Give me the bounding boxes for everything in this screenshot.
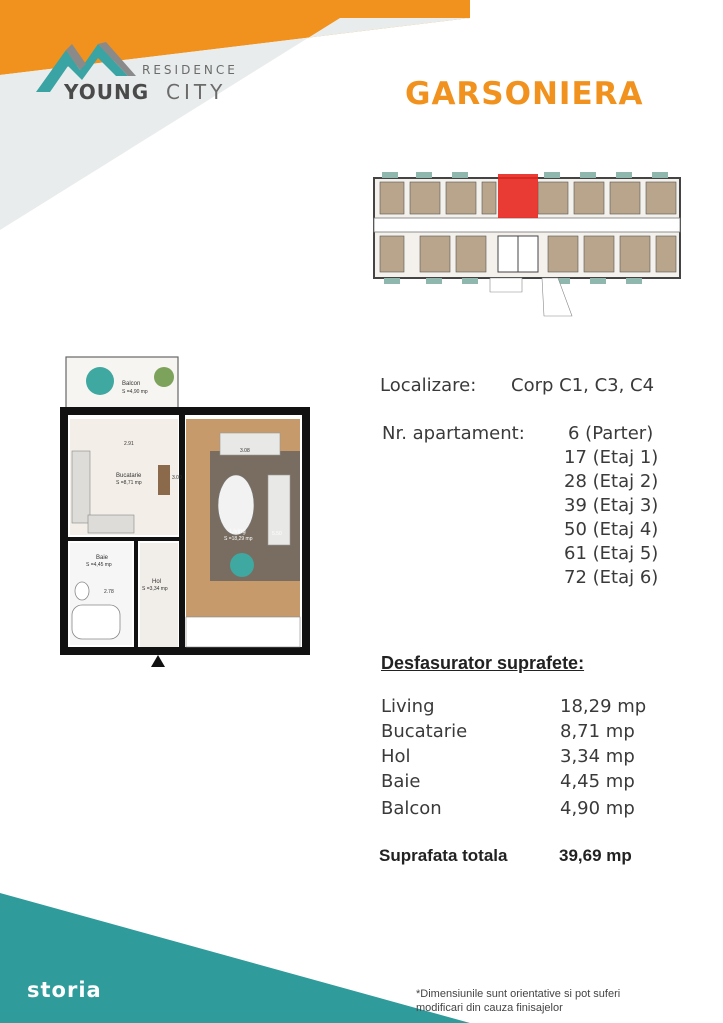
unit-item: 17 (Etaj 1) xyxy=(564,447,659,468)
bathroom-label: Baie xyxy=(96,555,109,561)
total-surface-value: 39,69 mp xyxy=(559,846,632,865)
toilet-icon xyxy=(75,582,89,600)
young-city-logo xyxy=(36,36,238,106)
hallway-label: Hol xyxy=(152,579,162,585)
surface-name-living: Living xyxy=(381,696,435,717)
balcony-label: Balcon xyxy=(122,381,141,387)
bath-depth-dim: 2.78 xyxy=(104,589,114,595)
total-surface-label: Suprafata totala xyxy=(379,846,508,865)
surface-area-hallway: 3,34 mp xyxy=(560,746,635,767)
surfaces-heading: Desfasurator suprafete: xyxy=(381,653,585,673)
living-area-label: S =18,29 mp xyxy=(224,536,253,542)
armchair-icon xyxy=(230,553,254,577)
units-list xyxy=(564,423,704,593)
unit-item: 72 (Etaj 6) xyxy=(564,567,659,588)
teal-corner-band xyxy=(0,893,470,1023)
living-label: Living xyxy=(230,529,246,535)
hallway-area xyxy=(140,543,178,647)
sofa-icon xyxy=(220,433,280,455)
kitchen-depth-dim: 3.00 xyxy=(172,475,182,481)
surface-area-balcony: 4,90 mp xyxy=(560,798,635,819)
surface-area-living: 18,29 mp xyxy=(560,696,647,717)
disclaimer-line-2: modificari din cauza finisajelor xyxy=(416,1002,563,1014)
logo-city-text: CITY xyxy=(166,80,227,104)
unit-item: 6 (Parter) xyxy=(568,423,654,444)
unit-item: 50 (Etaj 4) xyxy=(564,519,659,540)
unit-item: 61 (Etaj 5) xyxy=(564,543,659,564)
surface-area-bathroom: 4,45 mp xyxy=(560,771,635,792)
kitchen-area-label: S =8,71 mp xyxy=(116,480,142,486)
entrance-arrow-icon xyxy=(151,655,165,667)
disclaimer-text xyxy=(416,987,706,1015)
surface-area-kitchen: 8,71 mp xyxy=(560,721,635,742)
balcony-area-label: S =4,90 mp xyxy=(122,389,148,395)
page-title: GARSONIERA xyxy=(405,76,644,112)
location-value: Corp C1, C3, C4 xyxy=(511,375,655,396)
building-key-plan xyxy=(372,170,684,318)
hallway-area-label: S =3,34 mp xyxy=(142,586,168,592)
disclaimer-line-1: *Dimensiunile sunt orientative si pot suferi xyxy=(416,988,621,1000)
location-label: Localizare: xyxy=(380,375,477,396)
unit-item: 28 (Etaj 2) xyxy=(564,471,659,492)
logo-residence-text: RESIDENCE xyxy=(142,63,238,77)
surface-name-balcony: Balcon xyxy=(381,798,442,819)
balcony-table-icon xyxy=(86,367,114,395)
bathtub-icon xyxy=(72,605,120,639)
logo-young-text: YOUNG xyxy=(64,80,150,104)
bathroom-area-label: S =4,45 mp xyxy=(86,562,112,568)
kitchen-label: Bucatarie xyxy=(116,473,142,479)
living-width-dim: 3.08 xyxy=(240,448,250,454)
coffee-table-icon xyxy=(218,475,254,535)
kitchen-width-dim: 2.91 xyxy=(124,441,134,447)
units-label: Nr. apartament: xyxy=(382,423,525,444)
highlighted-unit xyxy=(498,174,538,218)
surface-name-hallway: Hol xyxy=(381,746,411,767)
plant-icon xyxy=(154,367,174,387)
surface-name-kitchen: Bucatarie xyxy=(381,721,468,742)
storia-brand-logo: storia xyxy=(27,978,102,1002)
living-depth-dim: 5.50 xyxy=(272,531,282,537)
apartment-floor-plan xyxy=(60,355,312,671)
surface-name-bathroom: Baie xyxy=(381,771,421,792)
unit-item: 39 (Etaj 3) xyxy=(564,495,659,516)
